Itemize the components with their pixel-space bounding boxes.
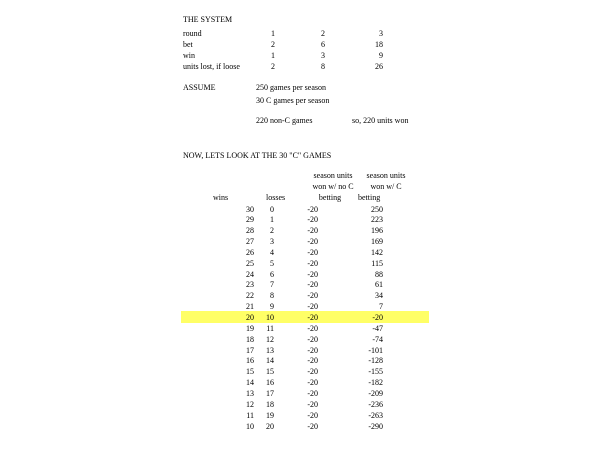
- system-row-value: 3: [321, 51, 325, 60]
- cell-with-c: 88: [375, 270, 383, 279]
- header-no-c-line-3: betting: [318, 193, 342, 202]
- cell-wins: 29: [246, 215, 254, 224]
- cell-losses: 0: [270, 205, 274, 214]
- cell-with-c: -209: [368, 389, 383, 398]
- system-row-value: 2: [271, 62, 275, 71]
- cell-losses: 18: [266, 400, 274, 409]
- system-row-value: 1: [271, 51, 275, 60]
- cell-no-c: -20: [307, 313, 318, 322]
- cell-losses: 5: [270, 259, 274, 268]
- cell-no-c: -20: [307, 291, 318, 300]
- cell-losses: 3: [270, 237, 274, 246]
- cell-no-c: -20: [307, 356, 318, 365]
- cell-losses: 7: [270, 280, 274, 289]
- cell-no-c: -20: [307, 422, 318, 431]
- cell-no-c: -20: [307, 226, 318, 235]
- system-row-label: win: [183, 51, 195, 60]
- cell-with-c: -20: [372, 313, 383, 322]
- cell-no-c: -20: [307, 367, 318, 376]
- cell-losses: 2: [270, 226, 274, 235]
- system-row-label: units lost, if loose: [183, 62, 240, 71]
- cell-losses: 9: [270, 302, 274, 311]
- system-row-value: 8: [321, 62, 325, 71]
- cell-wins: 15: [246, 367, 254, 376]
- cell-with-c: 61: [375, 280, 383, 289]
- cell-losses: 11: [266, 324, 274, 333]
- cell-with-c: 7: [379, 302, 383, 311]
- system-row-value: 2: [271, 40, 275, 49]
- header-no-c-line-2: won w/ no C: [312, 182, 354, 191]
- cell-wins: 19: [246, 324, 254, 333]
- cell-with-c: 142: [371, 248, 383, 257]
- cell-with-c: -155: [368, 367, 383, 376]
- cell-no-c: -20: [307, 400, 318, 409]
- cell-wins: 18: [246, 335, 254, 344]
- cell-wins: 28: [246, 226, 254, 235]
- cell-losses: 16: [266, 378, 274, 387]
- cell-no-c: -20: [307, 248, 318, 257]
- system-row-value: 9: [379, 51, 383, 60]
- cell-with-c: 223: [371, 215, 383, 224]
- system-row-value: 26: [375, 62, 383, 71]
- system-row-value: 3: [379, 29, 383, 38]
- cell-no-c: -20: [307, 302, 318, 311]
- section-title: NOW, LETS LOOK AT THE 30 "C" GAMES: [183, 151, 332, 160]
- cell-with-c: -101: [368, 346, 383, 355]
- cell-with-c: -182: [368, 378, 383, 387]
- cell-losses: 6: [270, 270, 274, 279]
- cell-with-c: -263: [368, 411, 383, 420]
- cell-losses: 20: [266, 422, 274, 431]
- cell-with-c: -128: [368, 356, 383, 365]
- cell-losses: 1: [270, 215, 274, 224]
- header-wins: wins: [213, 193, 229, 202]
- cell-no-c: -20: [307, 237, 318, 246]
- header-with-c-line-3: betting: [358, 193, 381, 202]
- system-title: THE SYSTEM: [183, 15, 233, 24]
- system-row-label: bet: [183, 40, 193, 49]
- cell-wins: 22: [246, 291, 254, 300]
- cell-wins: 12: [246, 400, 254, 409]
- cell-no-c: -20: [307, 346, 318, 355]
- cell-wins: 20: [246, 313, 254, 322]
- cell-with-c: 34: [375, 291, 383, 300]
- cell-losses: 15: [266, 367, 274, 376]
- cell-wins: 16: [246, 356, 254, 365]
- system-row-value: 2: [321, 29, 325, 38]
- system-row-value: 1: [271, 29, 275, 38]
- cell-no-c: -20: [307, 378, 318, 387]
- system-row-value: 18: [375, 40, 383, 49]
- cell-wins: 30: [246, 205, 254, 214]
- cell-no-c: -20: [307, 411, 318, 420]
- header-no-c-line-1: season units: [313, 171, 353, 180]
- cell-wins: 24: [246, 270, 254, 279]
- cell-wins: 21: [246, 302, 254, 311]
- cell-with-c: -236: [368, 400, 383, 409]
- cell-losses: 8: [270, 291, 274, 300]
- cell-losses: 17: [266, 389, 274, 398]
- assume-line-2: 30 C games per season: [256, 96, 330, 105]
- cell-losses: 4: [270, 248, 274, 257]
- cell-no-c: -20: [307, 335, 318, 344]
- header-with-c-line-1: season units: [366, 171, 406, 180]
- assume-line-3-right: so, 220 units won: [352, 116, 409, 125]
- cell-losses: 10: [266, 313, 274, 322]
- system-row-value: 6: [321, 40, 325, 49]
- cell-with-c: -47: [372, 324, 383, 333]
- cell-with-c: -74: [372, 335, 383, 344]
- header-with-c-line-2: won w/ C: [370, 182, 402, 191]
- cell-no-c: -20: [307, 215, 318, 224]
- assume-line-1: 250 games per season: [256, 83, 326, 92]
- cell-no-c: -20: [307, 280, 318, 289]
- cell-wins: 11: [246, 411, 254, 420]
- cell-losses: 19: [266, 411, 274, 420]
- assume-line-3-left: 220 non-C games: [256, 116, 313, 125]
- cell-wins: 26: [246, 248, 254, 257]
- cell-losses: 13: [266, 346, 274, 355]
- cell-no-c: -20: [307, 205, 318, 214]
- cell-losses: 12: [266, 335, 274, 344]
- cell-with-c: 115: [371, 259, 383, 268]
- cell-with-c: -290: [368, 422, 383, 431]
- cell-with-c: 250: [371, 205, 383, 214]
- cell-wins: 23: [246, 280, 254, 289]
- cell-losses: 14: [266, 356, 274, 365]
- cell-wins: 17: [246, 346, 254, 355]
- cell-with-c: 196: [371, 226, 383, 235]
- system-row-label: round: [183, 29, 202, 38]
- cell-no-c: -20: [307, 324, 318, 333]
- cell-no-c: -20: [307, 389, 318, 398]
- cell-wins: 25: [246, 259, 254, 268]
- cell-no-c: -20: [307, 270, 318, 279]
- cell-no-c: -20: [307, 259, 318, 268]
- cell-wins: 13: [246, 389, 254, 398]
- header-losses: losses: [266, 193, 286, 202]
- cell-with-c: 169: [371, 237, 383, 246]
- cell-wins: 14: [246, 378, 254, 387]
- cell-wins: 10: [246, 422, 254, 431]
- assume-label: ASSUME: [183, 83, 216, 92]
- cell-wins: 27: [246, 237, 254, 246]
